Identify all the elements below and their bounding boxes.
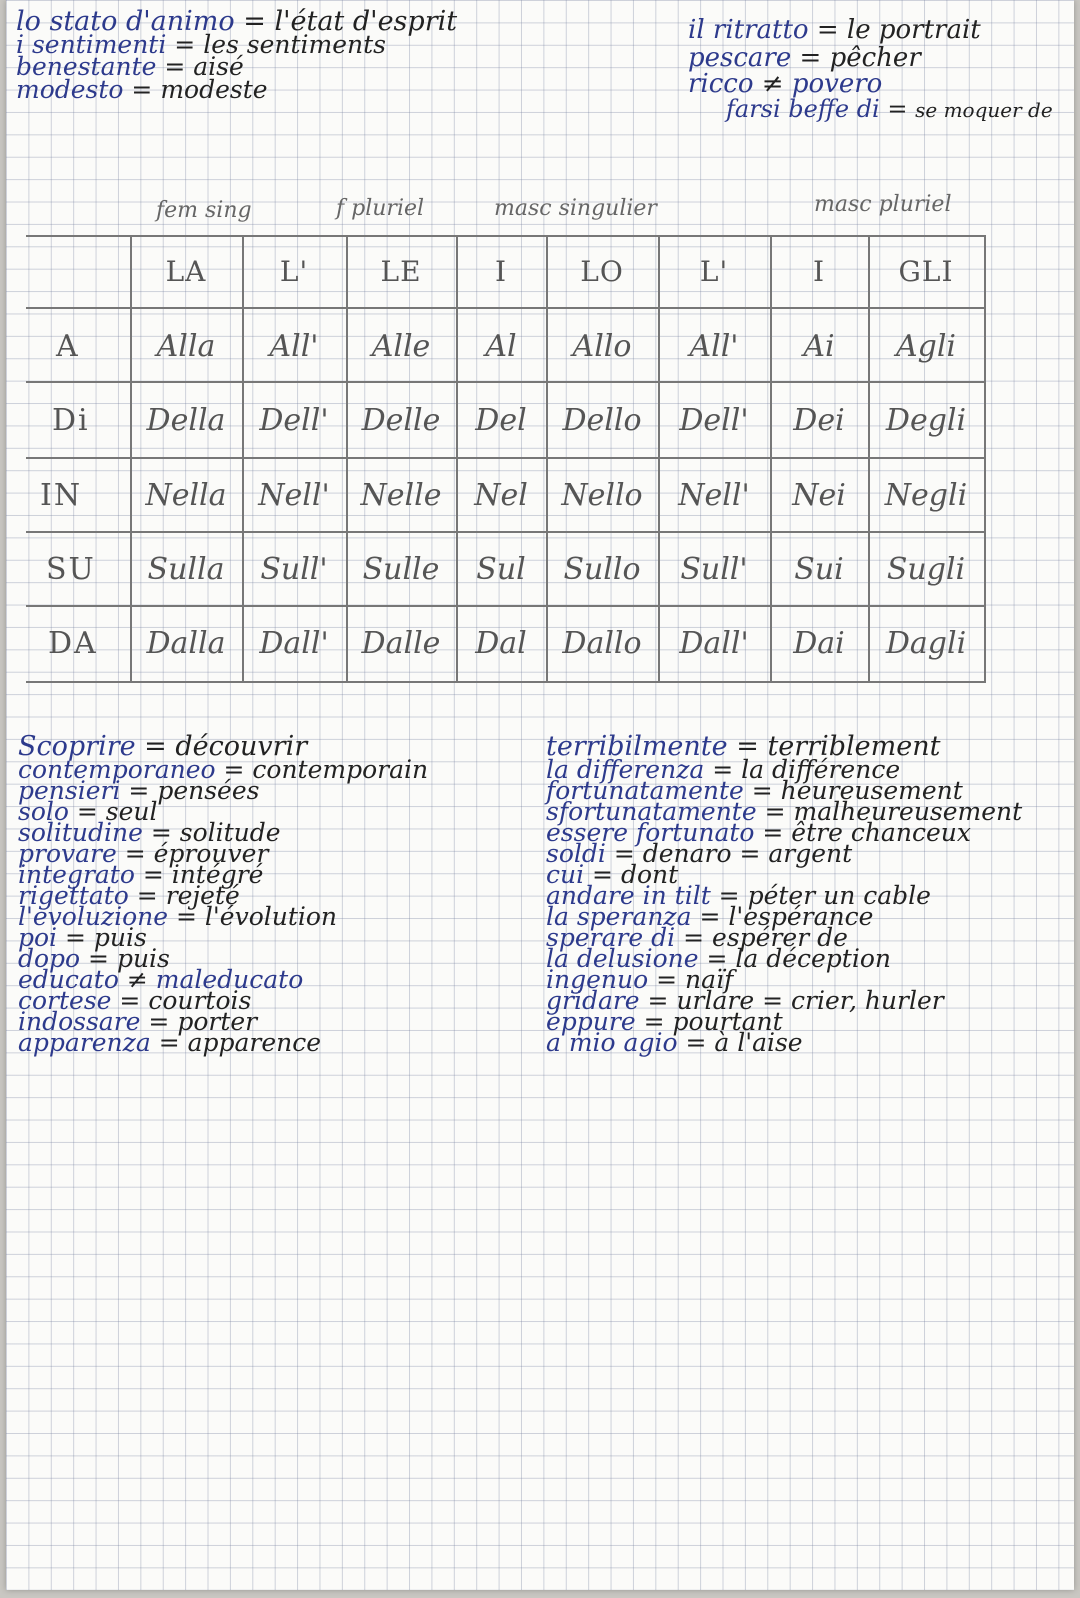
column-header: LE bbox=[380, 255, 422, 288]
row-label: DA bbox=[48, 626, 98, 661]
table-border bbox=[26, 457, 986, 459]
table-cell: Alla bbox=[156, 329, 216, 364]
column-header: L' bbox=[699, 255, 729, 288]
row-label: A bbox=[56, 329, 80, 364]
column-header: GLI bbox=[898, 255, 954, 288]
left-vocab-list bbox=[18, 731, 429, 1057]
table-cell: Degli bbox=[885, 403, 967, 438]
italian-term: farsi beffe di bbox=[726, 95, 880, 123]
italian-term: benestante bbox=[16, 52, 157, 81]
table-cell: Negli bbox=[884, 478, 968, 513]
table-border bbox=[130, 235, 132, 683]
italian-term: i sentimenti bbox=[16, 30, 167, 59]
table-border bbox=[26, 235, 986, 237]
vocab-line: la speranza = l'espérance bbox=[546, 902, 874, 931]
top-right-vocab bbox=[688, 16, 1053, 123]
table-cell: Dall' bbox=[679, 626, 749, 661]
table-cell: Dal bbox=[475, 626, 527, 661]
table-cell: Della bbox=[146, 403, 226, 438]
table-cell: Sul bbox=[476, 552, 526, 587]
vocab-line: integrato = intégré bbox=[18, 860, 264, 889]
table-border bbox=[26, 307, 986, 309]
table-cell: All' bbox=[689, 329, 739, 364]
vocab-line: soldi = denaro = argent bbox=[546, 839, 853, 868]
table-border bbox=[546, 235, 548, 683]
french-term: pêcher bbox=[829, 43, 921, 73]
table-cell: Nell' bbox=[678, 478, 750, 513]
french-term: le portrait bbox=[846, 15, 981, 45]
table-cell: Dai bbox=[793, 626, 845, 661]
group-f-pluriel: f pluriel bbox=[336, 196, 425, 221]
vocab-line: ingenuo = naïf bbox=[546, 965, 734, 994]
vocab-line: indossare = porter bbox=[18, 1007, 258, 1036]
table-border bbox=[26, 605, 986, 607]
row-label: Di bbox=[52, 403, 90, 438]
vocab-line: farsi beffe di = se moquer de bbox=[726, 95, 1053, 123]
table-border bbox=[984, 235, 986, 683]
vocab-line: la differenza = la différence bbox=[546, 755, 901, 784]
table-cell: Dagli bbox=[885, 626, 967, 661]
table-cell: Del bbox=[475, 403, 527, 438]
table-cell: Sugli bbox=[886, 552, 966, 587]
table-border bbox=[346, 235, 348, 683]
table-cell: Nei bbox=[792, 478, 846, 513]
vocab-line: il ritratto = le portrait bbox=[688, 15, 981, 45]
vocab-line: Scoprire = découvrir bbox=[18, 731, 308, 762]
vocab-line: rigettato = rejeté bbox=[18, 881, 240, 910]
table-border bbox=[26, 531, 986, 533]
table-cell: Dei bbox=[793, 403, 845, 438]
table-border bbox=[658, 235, 660, 683]
table-cell: Sull' bbox=[680, 552, 748, 587]
row-label: IN bbox=[40, 478, 83, 513]
vocab-line: pescare = pêcher bbox=[688, 43, 921, 73]
french-term: aisé bbox=[193, 52, 244, 81]
vocab-line: lo stato d'animo = l'état d'esprit bbox=[16, 6, 458, 37]
vocab-line: apparenza = apparence bbox=[18, 1028, 322, 1057]
vocab-line: benestante = aisé bbox=[16, 52, 244, 81]
vocab-line: sperare di = espérer de bbox=[546, 923, 848, 952]
column-header: LO bbox=[580, 255, 624, 288]
vocab-line: modesto = modeste bbox=[16, 75, 268, 104]
column-header: I bbox=[812, 255, 826, 288]
vocab-line: cortese = courtois bbox=[18, 986, 252, 1015]
table-cell: All' bbox=[269, 329, 319, 364]
table-cell: Dallo bbox=[562, 626, 642, 661]
vocab-line: sfortunatamente = malheureusement bbox=[546, 797, 1023, 826]
table-border bbox=[868, 235, 870, 683]
table-cell: Dalle bbox=[361, 626, 441, 661]
column-header: L' bbox=[279, 255, 309, 288]
french-term: les sentiments bbox=[203, 30, 387, 59]
group-masc-singulier: masc singulier bbox=[494, 196, 657, 221]
vocab-line: a mio agio = à l'aise bbox=[546, 1028, 803, 1057]
french-term: se moquer de bbox=[915, 98, 1053, 122]
italian-term: pescare bbox=[688, 43, 792, 73]
vocab-line: i sentimenti = les sentiments bbox=[16, 30, 387, 59]
vocab-line: gridare = urlare = crier, hurler bbox=[546, 986, 944, 1015]
table-border bbox=[26, 381, 986, 383]
table-border bbox=[770, 235, 772, 683]
table-cell: Agli bbox=[895, 329, 957, 364]
vocab-line: solo = seul bbox=[18, 797, 158, 826]
vocab-line: l'evoluzione = l'évolution bbox=[18, 902, 338, 931]
table-cell: Nella bbox=[145, 478, 227, 513]
vocab-line: terribilmente = terriblement bbox=[546, 731, 941, 762]
vocab-line: contemporaneo = contemporain bbox=[18, 755, 429, 784]
vocab-line: cui = dont bbox=[546, 860, 679, 889]
column-header: I bbox=[494, 255, 508, 288]
table-cell: Allo bbox=[572, 329, 632, 364]
vocab-line: la delusione = la déception bbox=[546, 944, 891, 973]
table-cell: Sull' bbox=[260, 552, 328, 587]
table-cell: Nell' bbox=[258, 478, 330, 513]
column-header: LA bbox=[165, 255, 207, 288]
table-border bbox=[242, 235, 244, 683]
table-cell: Dell' bbox=[679, 403, 749, 438]
table-cell: Al bbox=[485, 329, 517, 364]
vocab-line: eppure = pourtant bbox=[546, 1007, 783, 1036]
italian-term: ricco bbox=[688, 69, 754, 99]
group-masc-pluriel: masc pluriel bbox=[814, 192, 952, 217]
vocab-line: pensieri = pensées bbox=[18, 776, 260, 805]
vocab-line: educato ≠ maleducato bbox=[18, 965, 304, 994]
french-term: modeste bbox=[160, 75, 268, 104]
notebook-page bbox=[6, 0, 1074, 1590]
table-cell: Nel bbox=[474, 478, 528, 513]
table-cell: Alle bbox=[371, 329, 431, 364]
vocab-line: ricco ≠ povero bbox=[688, 69, 883, 99]
vocab-line: andare in tilt = péter un cable bbox=[546, 881, 931, 910]
italian-term: il ritratto bbox=[688, 15, 809, 45]
table-cell: Nello bbox=[561, 478, 643, 513]
table-cell: Delle bbox=[361, 403, 441, 438]
table-cell: Dall' bbox=[259, 626, 329, 661]
right-vocab-list bbox=[546, 731, 1023, 1057]
table-cell: Dell' bbox=[259, 403, 329, 438]
table-cell: Dello bbox=[562, 403, 642, 438]
table-cell: Nelle bbox=[360, 478, 442, 513]
vocab-line: poi = puis bbox=[18, 923, 147, 952]
prepositions-table bbox=[26, 235, 986, 683]
vocab-line: essere fortunato = être chanceux bbox=[546, 818, 971, 847]
table-cell: Sui bbox=[794, 552, 844, 587]
table-border bbox=[456, 235, 458, 683]
vocab-line: fortunatamente = heureusement bbox=[546, 776, 963, 805]
french-term: l'état d'esprit bbox=[274, 6, 458, 37]
vocab-line: provare = éprouver bbox=[18, 839, 269, 868]
vocab-line: dopo = puis bbox=[18, 944, 170, 973]
italian-term: lo stato d'animo bbox=[16, 6, 235, 37]
table-border bbox=[26, 681, 986, 683]
table-cell: Sulle bbox=[362, 552, 440, 587]
italian-term: modesto bbox=[16, 75, 124, 104]
top-left-vocab bbox=[16, 6, 458, 104]
table-cell: Sulla bbox=[147, 552, 225, 587]
table-cell: Sullo bbox=[563, 552, 641, 587]
table-cell: Dalla bbox=[146, 626, 226, 661]
vocab-line: solitudine = solitude bbox=[18, 818, 281, 847]
french-term: povero bbox=[791, 69, 883, 99]
row-label: SU bbox=[46, 552, 96, 587]
group-fem-sing: fem sing bbox=[156, 198, 252, 223]
table-cell: Ai bbox=[803, 329, 835, 364]
